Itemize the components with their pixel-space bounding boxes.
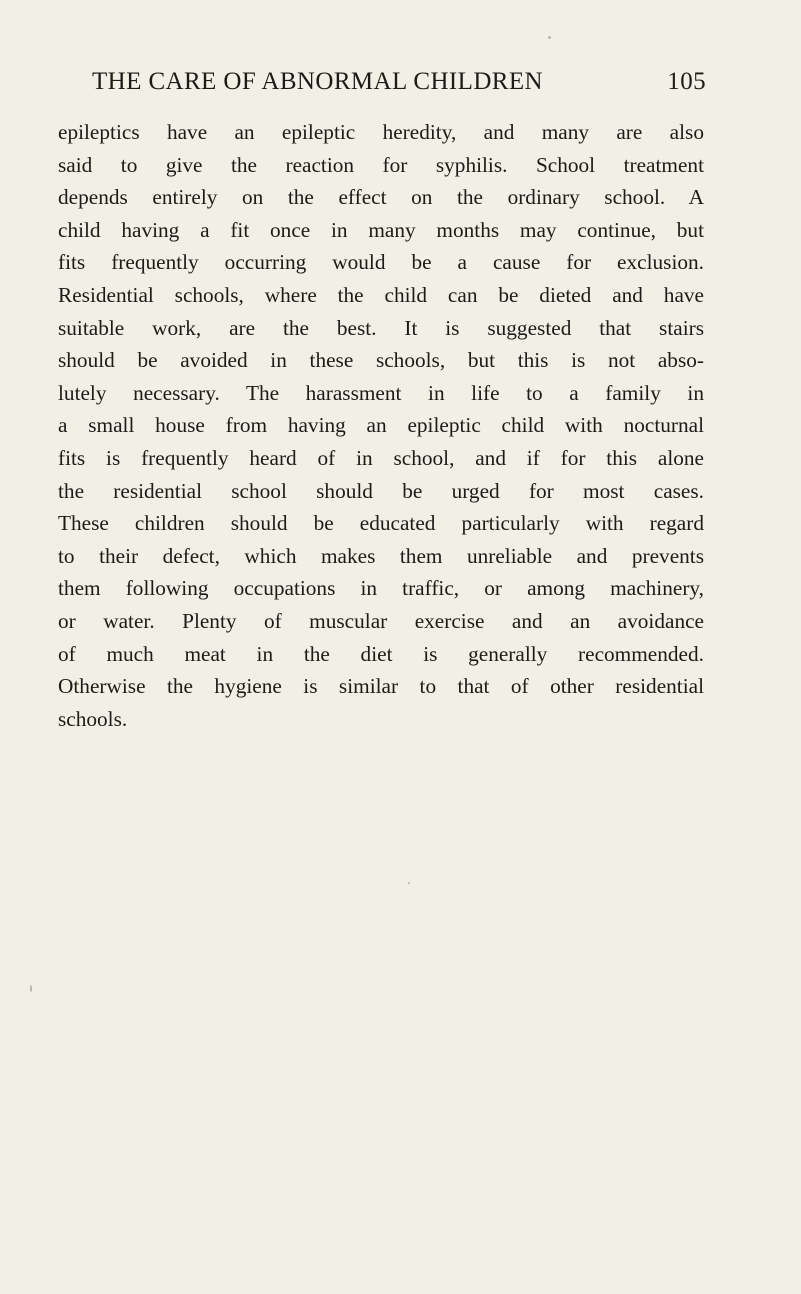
text-line: suitable work, are the best. It is suggested that stairs	[58, 315, 704, 340]
paper-speck	[408, 882, 410, 884]
text-line: said to give the reaction for syphilis. School treatment	[58, 152, 704, 177]
running-title: THE CARE OF ABNORMAL CHILDREN	[92, 68, 543, 95]
text-line: depends entirely on the effect on the ordinary school. A	[58, 185, 704, 210]
text-line: them following occupations in traffic, or among machinery,	[58, 576, 704, 601]
text-line: child having a fit once in many months may continue, but	[58, 217, 704, 242]
text-line: schools.	[58, 706, 128, 731]
body-paragraph	[58, 116, 704, 735]
paper-speck	[30, 985, 32, 992]
text-line: fits is frequently heard of in school, and if for this alone	[58, 445, 704, 470]
text-line: Otherwise the hygiene is similar to that of other residential	[58, 674, 704, 699]
text-line: of much meat in the diet is generally recommended.	[58, 641, 704, 666]
page-number: 105	[667, 68, 706, 95]
text-line: the residential school should be urged for most cases.	[58, 478, 704, 503]
text-line: to their defect, which makes them unreliable and prevents	[58, 543, 704, 568]
text-line: epileptics have an epileptic heredity, and many are also	[58, 120, 704, 144]
text-line: should be avoided in these schools, but this is not abso-	[58, 348, 704, 373]
text-line: a small house from having an epileptic child with nocturnal	[58, 413, 704, 438]
running-header	[92, 66, 706, 98]
text-line: These children should be educated particularly with regard	[58, 511, 704, 536]
paper-speck	[548, 36, 551, 39]
text-line: or water. Plenty of muscular exercise and an avoidance	[58, 608, 704, 633]
text-line: fits frequently occurring would be a cause for exclusion.	[58, 250, 704, 275]
text-line: lutely necessary. The harassment in life to a family in	[58, 380, 704, 405]
text-line: Residential schools, where the child can be dieted and have	[58, 282, 704, 307]
